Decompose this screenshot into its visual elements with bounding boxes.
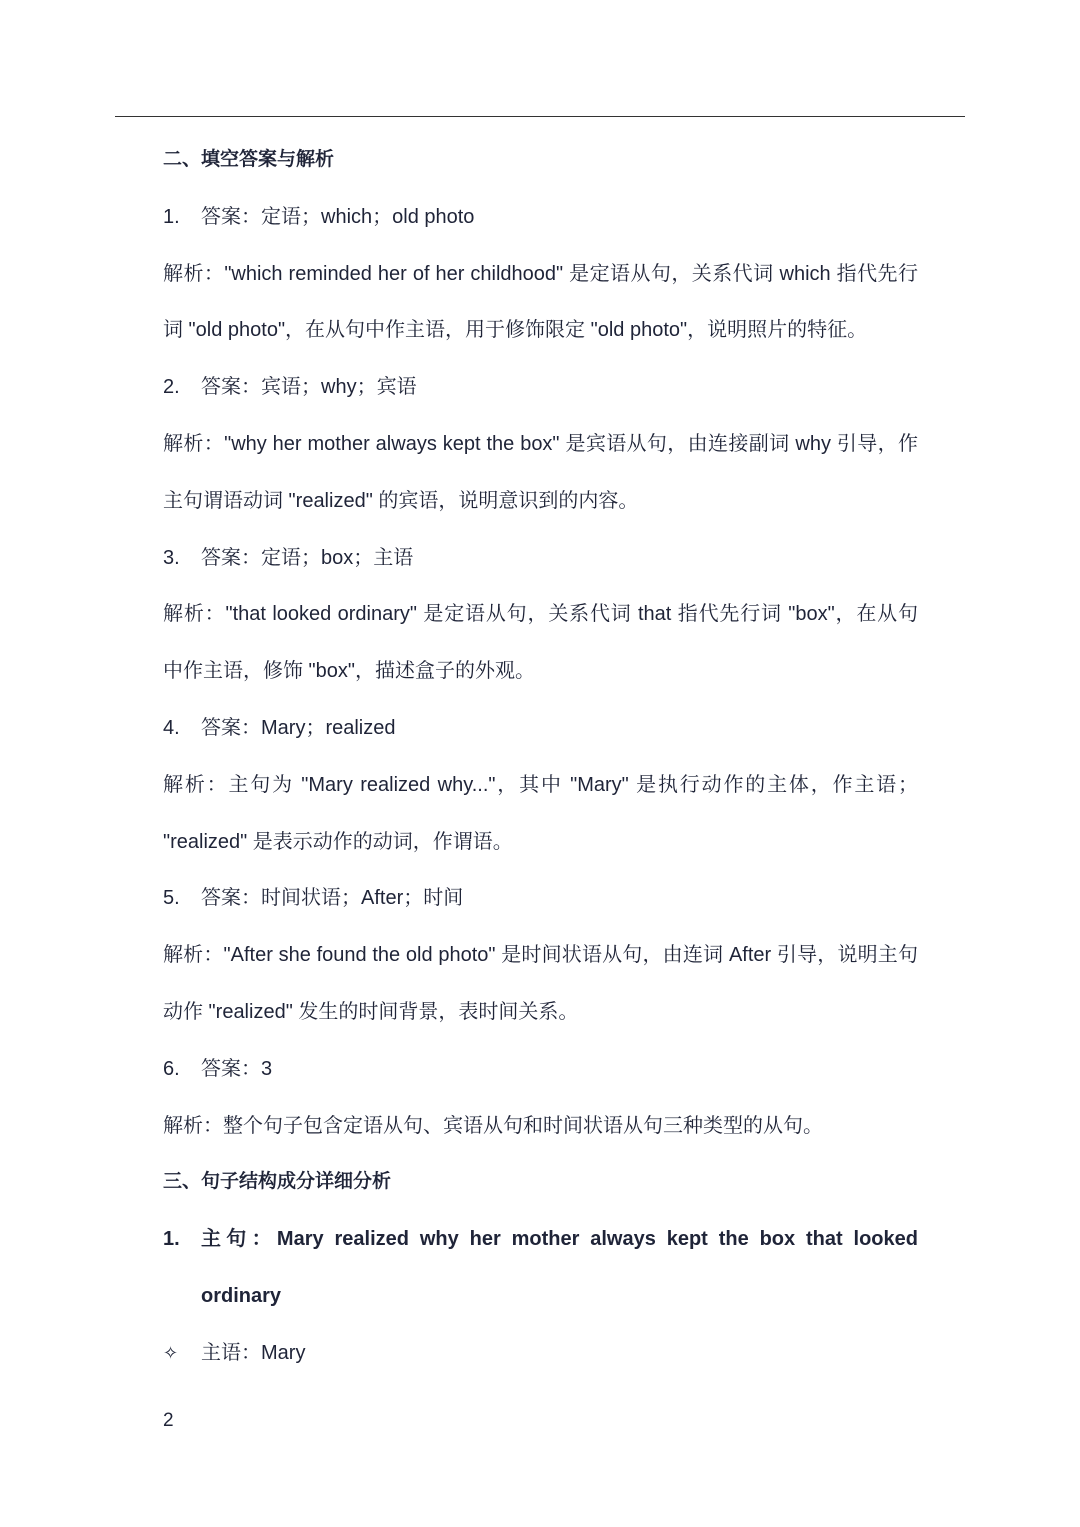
answer-item-1 (163, 189, 918, 246)
analysis-line: 解析："that looked ordinary" 是定语从句，关系代词 that 指代先行词 "box"，在从句 (163, 603, 918, 626)
page-content (163, 132, 918, 1382)
analysis-line: 中作主语，修饰 "box"，描述盒子的外观。 (163, 660, 536, 683)
answer-item-2 (163, 359, 918, 416)
item-number: 5. (163, 887, 180, 910)
analysis-line: 解析：整个句子包含定语从句、宾语从句和时间状语从句三种类型的从句。 (163, 1114, 823, 1137)
answer-item-4 (163, 700, 918, 757)
answer-text: 答案：定语；box；主语 (201, 546, 414, 569)
answer-item-3 (163, 530, 918, 587)
item-number: 4. (163, 716, 180, 739)
item-number: 1. (163, 1228, 180, 1251)
item-number: 1. (163, 205, 180, 228)
main-clause-text-continued: ordinary (201, 1284, 282, 1307)
analysis-line: 解析："which reminded her of her childhood" 是定语从句，关系代词 which 指代先行 (163, 262, 918, 285)
page-number: 2 (163, 1410, 174, 1431)
item-number: 2. (163, 376, 180, 399)
analysis-line: 解析："why her mother always kept the box" 是宾语从句，由连接副词 why 引导，作 (163, 432, 918, 455)
analysis-line: 动作 "realized" 发生的时间背景，表时间关系。 (163, 1000, 579, 1023)
answer-item-6 (163, 1041, 918, 1098)
analysis-line: 主句谓语动词 "realized" 的宾语，说明意识到的内容。 (163, 489, 639, 512)
section-heading-fill-answers: 二、填空答案与解析 (163, 149, 335, 170)
analysis-line: 解析："After she found the old photo" 是时间状语从句，由连词 After 引导，说明主句 (163, 944, 918, 967)
answer-text: 答案：定语；which；old photo (201, 205, 475, 228)
answer-text: 答案：宾语；why；宾语 (201, 376, 417, 399)
answer-item-5 (163, 870, 918, 927)
item-number: 6. (163, 1057, 180, 1080)
answer-text: 答案：时间状语；After；时间 (201, 887, 464, 910)
analysis-line: 词 "old photo"，在从句中作主语，用于修饰限定 "old photo"，说明照片的特征。 (163, 319, 868, 342)
section-heading-sentence-structure: 三、句子结构成分详细分析 (163, 1171, 392, 1193)
main-clause-text: 主句：Mary realized why her mother always kept the box that looked (201, 1228, 918, 1251)
diamond-star-icon: ✧ (163, 1342, 179, 1363)
header-rule (115, 116, 965, 117)
answer-text: 答案：3 (201, 1057, 273, 1080)
answer-text: 答案：Mary；realized (201, 716, 396, 739)
bullet-text: 主语：Mary (201, 1341, 306, 1364)
analysis-line: "realized" 是表示动作的动词，作谓语。 (163, 830, 513, 853)
analysis-line: 解析：主句为 "Mary realized why..."，其中 "Mary" 是执行动作的主体，作主语； (163, 773, 918, 796)
structure-item-1 (163, 1211, 918, 1268)
bullet-item-subject (163, 1325, 918, 1382)
item-number: 3. (163, 546, 180, 569)
